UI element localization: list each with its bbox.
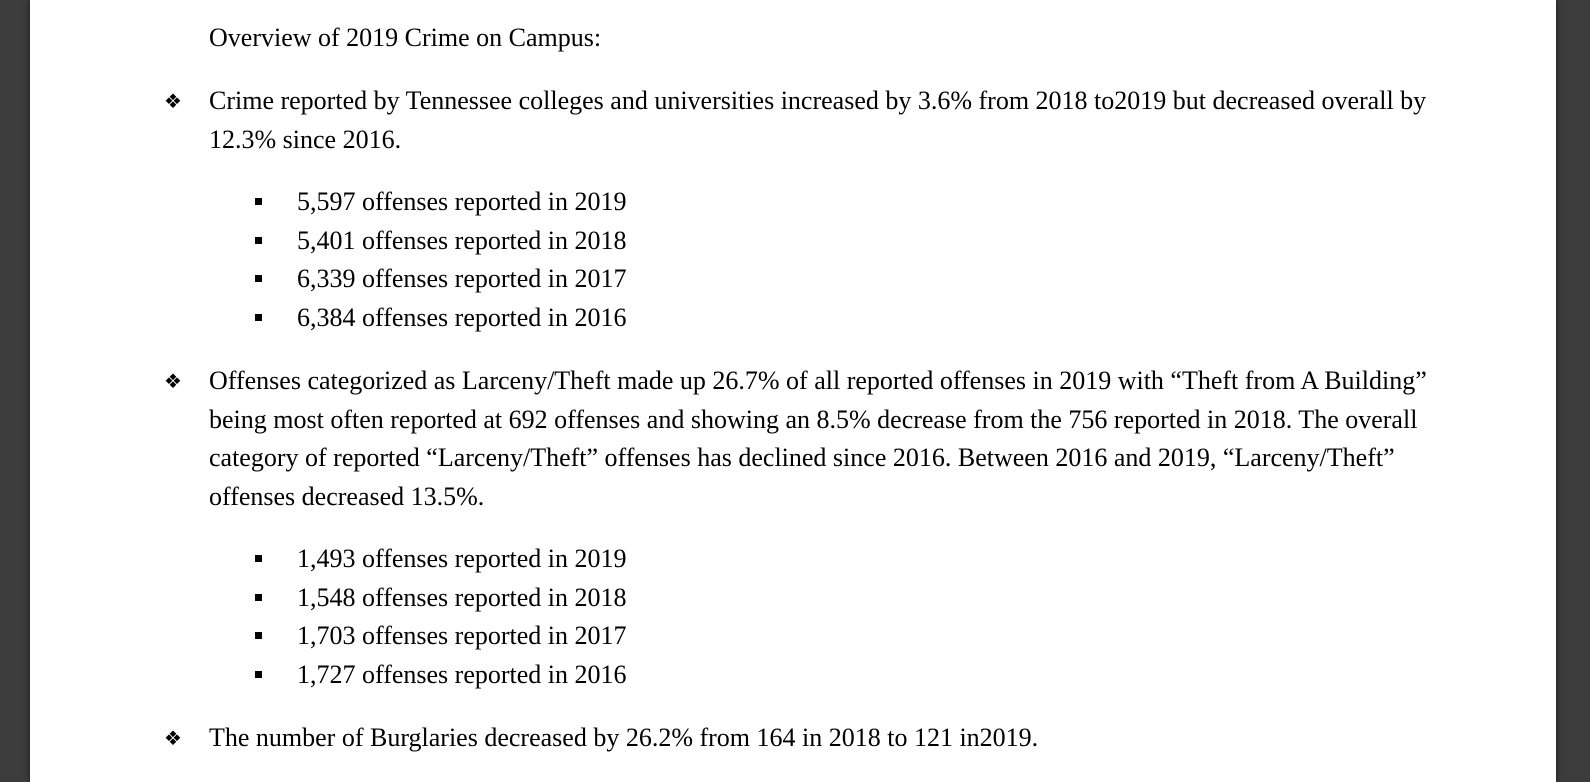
- bullet-text: Offenses categorized as Larceny/Theft made up 26.7% of all reported offenses in 2019 with “Theft from A Building” being most often reported at 692 offenses and showing an 8.5% decrease from the 756 reported in 2018. The overall category of reported “Larceny/Theft” offenses has declined since 2016. Between 2016 and 2019, “Larceny/Theft” offenses decreased 13.5%.: [209, 366, 1427, 511]
- sub-bullet-item: [297, 222, 627, 261]
- document-page: [30, 0, 1556, 782]
- diamond-bullet-icon: ❖: [164, 369, 182, 393]
- diamond-bullet-icon: ❖: [164, 89, 182, 113]
- diamond-bullet-icon: ❖: [164, 726, 182, 750]
- sub-bullet-item: [297, 540, 627, 579]
- bullet-item: [164, 719, 1479, 758]
- sub-bullet-text: 1,727 offenses reported in 2016: [297, 660, 627, 689]
- square-bullet-icon: [255, 555, 262, 562]
- square-bullet-icon: [255, 594, 262, 601]
- square-bullet-icon: [255, 198, 262, 205]
- square-bullet-icon: [255, 275, 262, 282]
- sub-bullet-item: [297, 183, 627, 222]
- sub-bullet-text: 5,401 offenses reported in 2018: [297, 226, 627, 255]
- square-bullet-icon: [255, 671, 262, 678]
- sub-bullet-item: [297, 656, 627, 695]
- square-bullet-icon: [255, 237, 262, 244]
- bullet-text: Crime reported by Tennessee colleges and universities increased by 3.6% from 2018 to2019 but decreased overall by 12.3% since 2016.: [209, 86, 1427, 154]
- sub-bullet-text: 1,493 offenses reported in 2019: [297, 544, 627, 573]
- section-heading: Overview of 2019 Crime on Campus:: [209, 23, 602, 52]
- sub-bullet-item: [297, 260, 627, 299]
- square-bullet-icon: [255, 314, 262, 321]
- sub-bullet-text: 1,703 offenses reported in 2017: [297, 621, 627, 650]
- sub-bullet-text: 1,548 offenses reported in 2018: [297, 583, 627, 612]
- sub-bullet-text: 6,339 offenses reported in 2017: [297, 264, 627, 293]
- sub-bullet-item: [297, 579, 627, 618]
- sub-bullet-text: 6,384 offenses reported in 2016: [297, 303, 627, 332]
- sub-bullet-item: [297, 617, 627, 656]
- sub-bullet-item: [297, 299, 627, 338]
- square-bullet-icon: [255, 632, 262, 639]
- bullet-text: The number of Burglaries decreased by 26.2% from 164 in 2018 to 121 in2019.: [209, 723, 1039, 752]
- bullet-item: [164, 82, 1479, 159]
- sub-bullet-text: 5,597 offenses reported in 2019: [297, 187, 627, 216]
- bullet-item: [164, 362, 1479, 516]
